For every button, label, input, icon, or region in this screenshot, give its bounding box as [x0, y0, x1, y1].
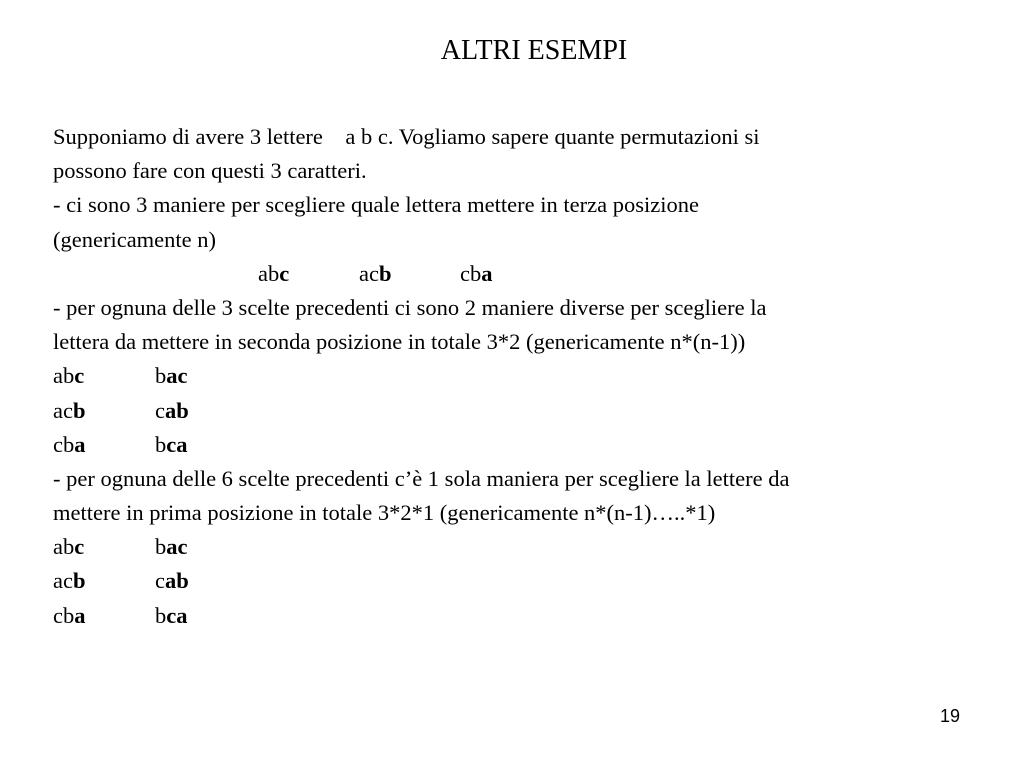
step3-line-2: mettere in prima posizione in totale 3*2*1 (genericamente n*(n-1)…..*1): [53, 500, 716, 526]
permutation: cba: [53, 431, 86, 457]
slide-title: ALTRI ESEMPI: [440, 35, 628, 66]
step1-line-2: (genericamente n): [53, 226, 217, 252]
intro-line-2: possono fare con questi 3 caratteri.: [53, 158, 367, 184]
permutation: bca: [155, 602, 188, 628]
step2-row: [53, 359, 1003, 393]
permutation: cab: [155, 397, 189, 423]
step2-row: [53, 428, 1003, 462]
permutation: cba: [460, 260, 493, 286]
step1-line-1: - ci sono 3 maniere per scegliere quale lettera mettere in terza posizione: [53, 192, 699, 218]
slide-body: [53, 120, 1003, 633]
step2-line-2: lettera da mettere in seconda posizione in totale 3*2 (genericamente n*(n-1)): [53, 329, 746, 355]
step3-line-1: - per ognuna delle 6 scelte precedenti c’è 1 sola maniera per scegliere la lettere da: [53, 465, 790, 491]
permutation: abc: [53, 363, 85, 389]
step3-row: [53, 599, 1003, 633]
intro-line-1: Supponiamo di avere 3 lettere a b c. Vogliamo sapere quante permutazioni si: [53, 124, 760, 149]
permutation: acb: [359, 260, 392, 286]
permutation: acb: [53, 568, 86, 594]
step2-line-1: - per ognuna delle 3 scelte precedenti ci sono 2 maniere diverse per scegliere la: [53, 294, 767, 320]
permutation: cab: [155, 568, 189, 594]
permutation: bac: [155, 534, 188, 560]
permutation: abc: [53, 534, 85, 560]
permutation: abc: [258, 260, 290, 286]
permutation: acb: [53, 397, 86, 423]
step1-permutations: [53, 257, 1003, 291]
permutation: bca: [155, 431, 188, 457]
step3-row: [53, 530, 1003, 564]
step2-row: [53, 394, 1003, 428]
page-number: 19: [940, 706, 961, 726]
permutation: cba: [53, 602, 86, 628]
step3-row: [53, 564, 1003, 598]
permutation: bac: [155, 363, 188, 389]
